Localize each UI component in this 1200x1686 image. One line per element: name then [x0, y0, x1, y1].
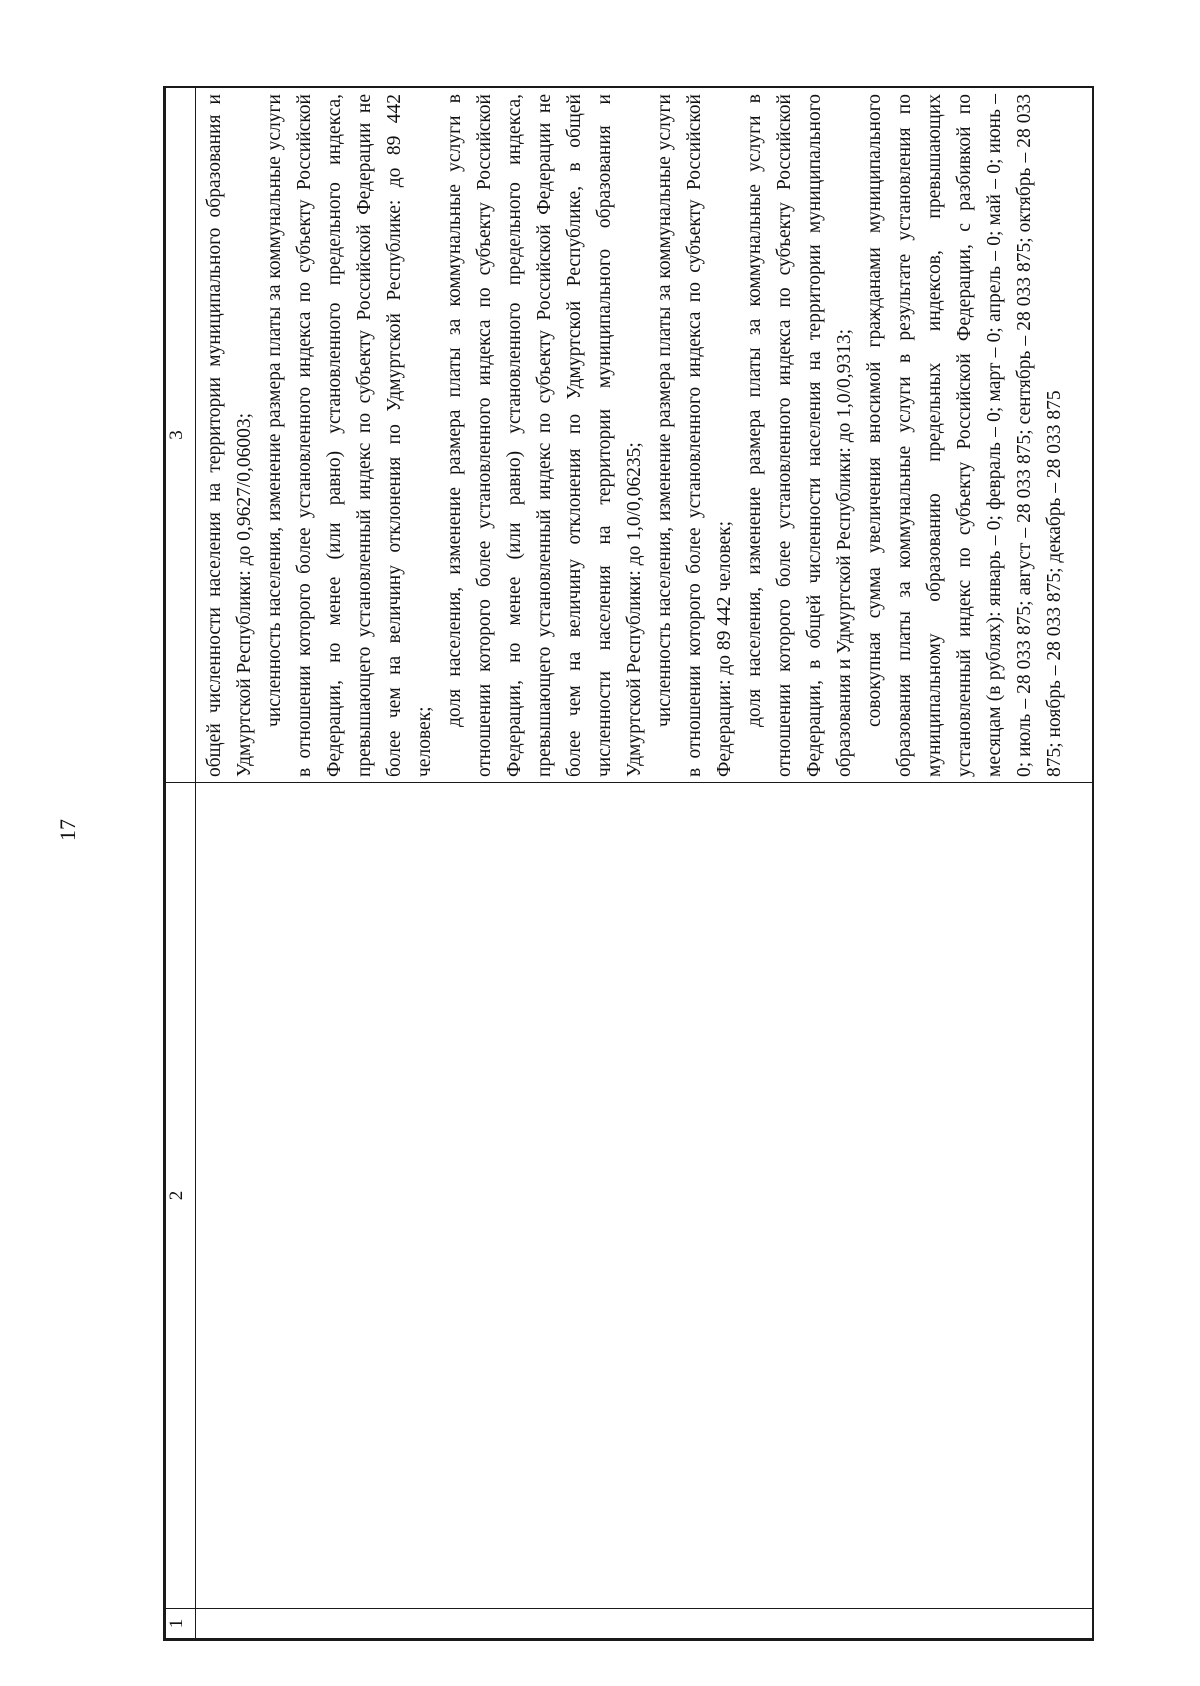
cell-col1: [196, 1609, 1093, 1639]
column-header-1: 1: [166, 1609, 196, 1639]
paragraph-population-share: доля населения, изменение размера платы за коммунальные услуги в отношении которого более установленного индекса по субъекту Российской Федерации, но менее (или равно) установленного предельного индекса, превышающего установленный индекс по субъекту Российской Федерации не более чем на величину отклонения по Удмуртской Республике, в общей численности населения на территории муниципального образования и Удмуртской Республики: до 1,0/0,06235;: [444, 94, 645, 777]
paragraph-total-increase-by-month: совокупная сумма увеличения вносимой гражданами муниципального образования платы за коммунальные услуги в результате установления по муниципальному образованию предельных индексов, превышающих установленный индекс по субъекту Российской Федерации, с разбивкой по месяцам (в рублях): январь – 0; февраль – 0; март – 0; апрель – 0; май – 0; июнь – 0; июль – 28 033 875; август – 28 033 875; сентябрь – 28 033 875; октябрь – 28 033 875; ноябрь – 28 033 875; декабрь – 28 033 875: [864, 94, 1065, 777]
column-header-2: 2: [166, 783, 196, 1609]
cell-col3-text: [196, 88, 1070, 782]
column-header-3: 3: [166, 88, 196, 783]
table-row: [196, 88, 1093, 1639]
paragraph-population-share-over-index: доля населения, изменение размера платы за коммунальные услуги в отношении которого более установленного индекса по субъекту Российской Федерации, в общей численности населения на территории муниципального образования и Удмуртской Республики: до 1,0/0,9313;: [744, 94, 855, 777]
rotated-table-layer: [165, 88, 1092, 1639]
paragraph-population-count-over-index: численность населения, изменение размера платы за коммунальные услуги в отношении которого более установленного индекса по субъекту Российской Федерации: до 89 442 человек;: [654, 94, 735, 777]
paragraph-continuation: общей численности населения на территории муниципального образования и Удмуртской Республики: до 0,9627/0,06003;: [204, 94, 255, 777]
cell-col2: [196, 783, 1093, 1609]
page-number-text: 17: [55, 819, 80, 841]
table-header-row: [166, 88, 196, 1639]
document-table-frame: [163, 86, 1094, 1641]
paragraph-population-count: численность населения, изменение размера платы за коммунальные услуги в отношении которого более установленного индекса по субъекту Российской Федерации, но менее (или равно) установленного предельного индекса, превышающего установленный индекс по субъекту Российской Федерации не более чем на величину отклонения по Удмуртской Республике: до 89 442 человек;: [264, 94, 435, 777]
document-table: [165, 87, 1093, 1639]
cell-col3: [196, 88, 1093, 783]
